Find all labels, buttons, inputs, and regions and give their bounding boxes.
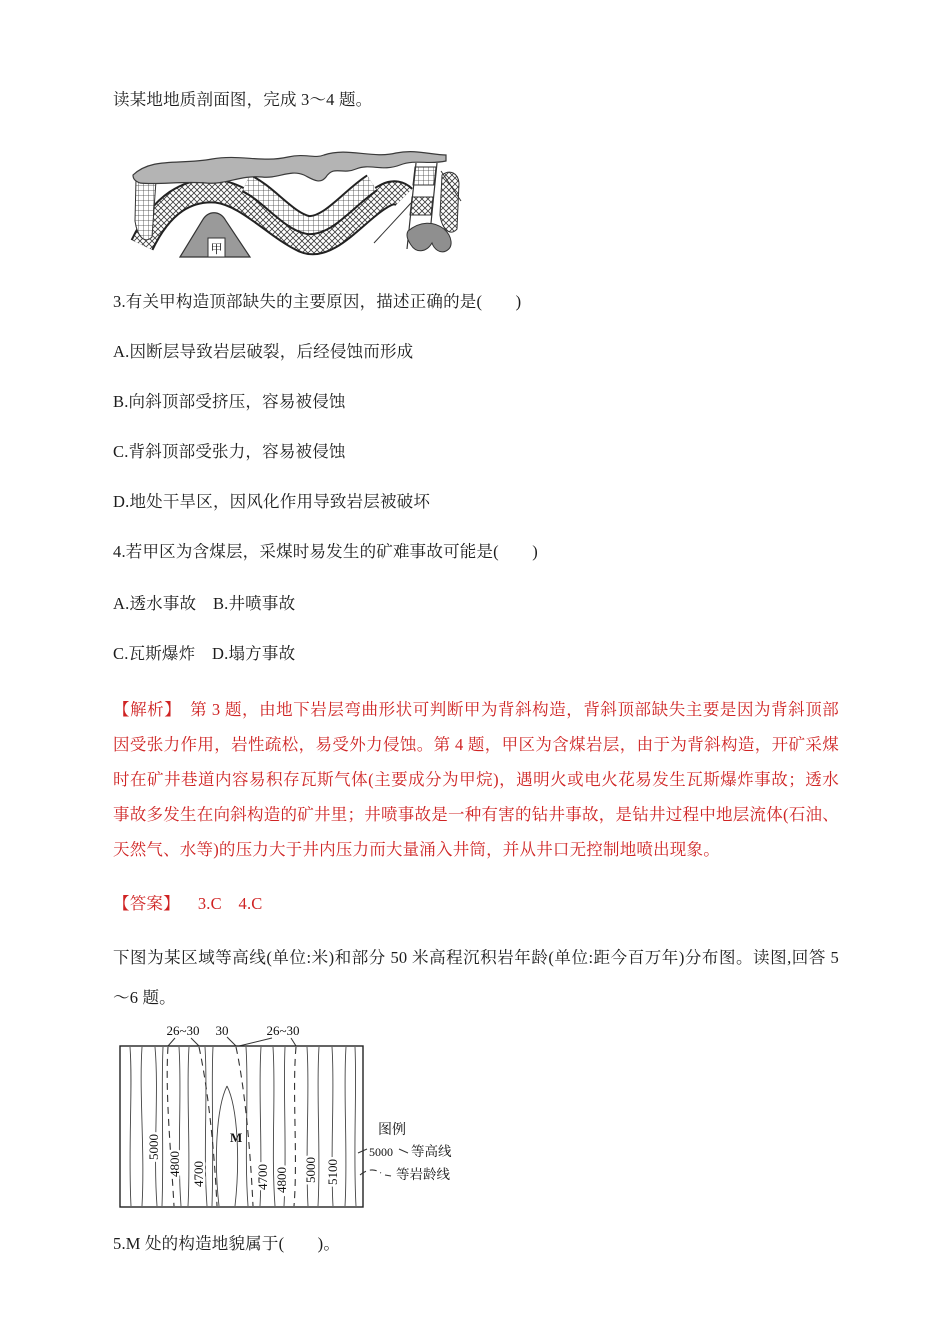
map-legend xyxy=(358,1122,452,1182)
q3-option-c: C.背斜顶部受张力，容易被侵蚀 xyxy=(113,442,346,461)
q4-options-ab: A.透水事故 B.井喷事故 xyxy=(113,594,296,613)
q4-options-cd: C.瓦斯爆炸 D.塌方事故 xyxy=(113,644,296,663)
unconformity-cap-layer xyxy=(133,152,446,184)
legend-title: 图例 xyxy=(378,1123,406,1138)
q3-option-a: A.因断层导致岩层破裂，后经侵蚀而形成 xyxy=(113,342,414,361)
legend-contour-label: 等高线 xyxy=(411,1144,452,1159)
legend-age-label: 等岩龄线 xyxy=(396,1167,450,1182)
jia-label: 甲 xyxy=(210,242,223,256)
age-line-symbol-dash xyxy=(385,1175,391,1176)
intro-text-1: 读某地地质剖面图，完成 3～4 题。 xyxy=(113,90,373,109)
contour-label-5000-left: 5000 xyxy=(146,1134,161,1160)
analysis-label: 【解析】 xyxy=(113,700,174,719)
answer-line xyxy=(113,890,262,914)
q5-stem: 5.M 处的构造地貌属于( )。 xyxy=(113,1234,341,1253)
answer-text: 3.C 4.C xyxy=(197,894,263,913)
contour-label-5100-right: 5100 xyxy=(325,1159,340,1185)
q3-option-d: D.地处干旱区，因风化作用导致岩层被破坏 xyxy=(113,492,431,511)
contour-label-4700-left: 4700 xyxy=(191,1161,206,1187)
intro-text-2: 下图为某区域等高线(单位:米)和部分 50 米高程沉积岩年龄(单位:距今百万年)分布图。读图,回答 5～6 题。 xyxy=(113,948,839,1007)
analysis-block xyxy=(113,692,839,867)
q4-stem: 4.若甲区为含煤层，采煤时易发生的矿难事故可能是( ) xyxy=(113,542,538,561)
anticline-core-jia xyxy=(180,213,250,257)
q3-stem: 3.有关甲构造顶部缺失的主要原因，描述正确的是( ) xyxy=(113,292,522,311)
age-label-1: 26~30 xyxy=(166,1023,200,1038)
contour-symbol-tick-right xyxy=(399,1149,408,1153)
age-labels xyxy=(166,1023,299,1046)
leader-lines xyxy=(168,1037,296,1046)
contour-label-4700-right: 4700 xyxy=(255,1164,270,1190)
age-label-3: 26~30 xyxy=(266,1023,300,1038)
point-m-label: M xyxy=(230,1130,243,1145)
q3-option-b: B.向斜顶部受挤压，容易被侵蚀 xyxy=(113,392,346,411)
analysis-text: 第 3 题，由地下岩层弯曲形状可判断甲为背斜构造，背斜顶部缺失主要是因为背斜顶部因受张力作用，岩性疏松，易受外力侵蚀。第 4 题，甲区为含煤岩层，由于为背斜构造，开矿采煤时在矿井巷道内容易积存瓦斯气体(主要成分为甲烷)，遇明火或电火花易发生瓦斯爆炸事故；透水事故多发生在向斜构造的矿井里；井喷事故是一种有害的钻井事故，是钻井过程中地层流体(石油、天然气、水等)的压力大于井内压力而大量涌入井筒，并从井口无控制地喷出现象。 xyxy=(113,700,839,859)
geology-cross-section-figure xyxy=(128,145,468,265)
age-label-2: 30 xyxy=(215,1023,229,1038)
contour-map-figure xyxy=(115,1022,525,1217)
contour-label-5000-right: 5000 xyxy=(303,1157,318,1183)
contour-label-4800-left: 4800 xyxy=(167,1151,182,1177)
contour-label-4800-right: 4800 xyxy=(274,1167,289,1193)
legend-contour-symbol: 5000 xyxy=(369,1145,393,1159)
answer-label: 【答案】 xyxy=(113,894,180,913)
